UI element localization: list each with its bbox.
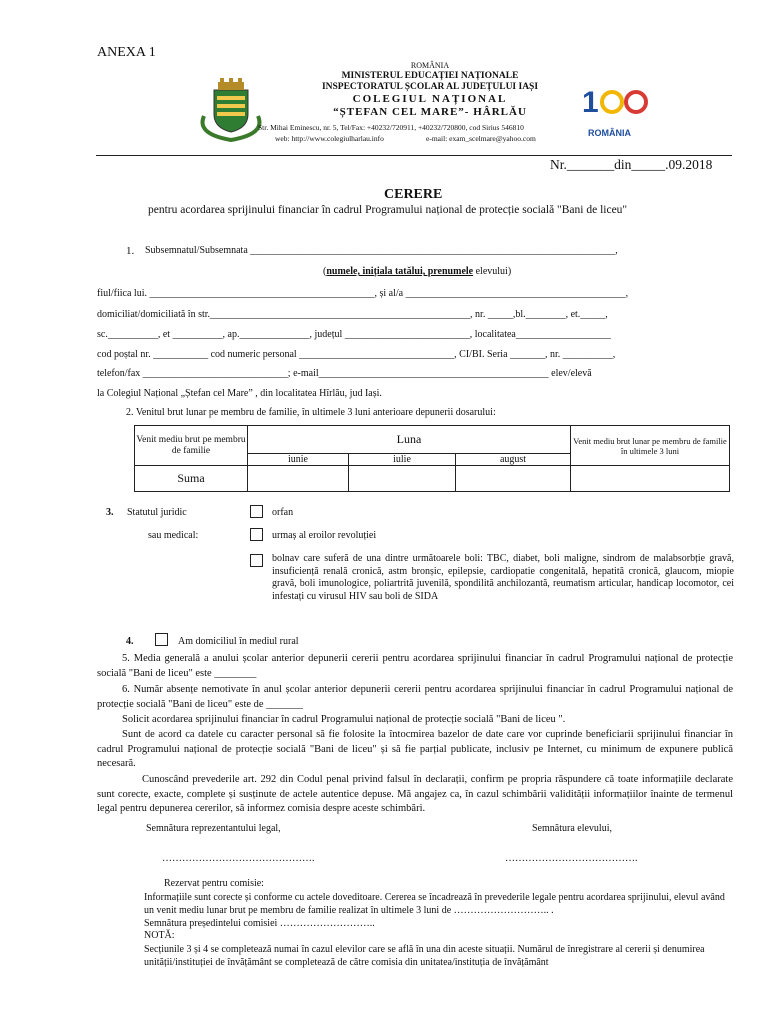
suma-label: Suma <box>135 466 248 492</box>
consent-text: Sunt de acord ca datele cu caracter personal să fie folosite la întocmirea bazelor de date care vor cuprinde beneficiarii sprijinului financiar în cadrul Programului național de protecție socială "Bani de liceu" și să fie parțial publicate, inclusiv pe Internet, cu minimum de expunere publică necesară. <box>97 729 733 769</box>
header-college: COLEGIUL NAȚIONAL <box>352 93 508 105</box>
luna-header: Luna <box>248 426 571 454</box>
header-country: ROMÂNIA <box>410 61 450 70</box>
section1-number: 1. <box>126 245 135 257</box>
section6-text: 6. Număr absențe nemotivate în anul școlar anterior depunerii cererii pentru acordarea sprijinului financiar în cadrul Programului național de protecție socială "Bani de liceu" este de _______ <box>97 684 733 710</box>
commission-title: Rezervat pentru comisie: <box>164 878 264 889</box>
option-urmas-erou: urmaș al eroilor revoluției <box>272 530 377 541</box>
registration-number: Nr._______din_____.09.2018 <box>550 157 713 172</box>
field-street[interactable]: domiciliat/domiciliată în str.____________________________________________________, nr. _____,bl.________, et._____, <box>97 309 608 320</box>
field-address-details[interactable]: sc.__________, et __________, ap.______________, județul _________________________, localitatea___________________ <box>97 329 611 340</box>
school-crest-logo <box>196 76 266 142</box>
medical-label: sau medical: <box>148 530 199 541</box>
field-postal-cnp[interactable]: cod poștal nr. ___________ cod numeric personal _______________________________, CI/BI. Seria _______, nr. __________, <box>97 349 616 360</box>
header-college-name: “ȘTEFAN CEL MARE”- HÂRLĂU <box>333 106 527 118</box>
note-text: Secțiunile 3 și 4 se completează numai în cazul elevilor care se află în una din aceste situații. Numărul de înregistrare al cererii și denumirea unității/instituției de învățământ se completează de către comisia din unitatea/instituția de învățământ <box>144 944 705 968</box>
signature-legal-rep-line[interactable]: ………………………………………. <box>162 853 315 864</box>
svg-text:1: 1 <box>582 86 599 119</box>
header-ministry: MINISTERUL EDUCAȚIEI NAȚIONALE <box>341 71 519 81</box>
solicit-text: Solicit acordarea sprijinului financiar în cadrul Programului național de protecție socială "Bani de liceu ". <box>122 714 566 725</box>
document-subtitle: pentru acordarea sprijinului financiar în cadrul Programului național de protecție socială "Bani de liceu" <box>148 204 628 216</box>
header-email: e-mail: exam_scelmare@yahoo.com <box>426 134 536 143</box>
romania-logo-text: ROMÂNIA <box>588 128 631 138</box>
school-line: la Colegiul Național „Ștefan cel Mare” , din localitatea Hîrlău, jud Iași. <box>97 388 382 399</box>
average-col-header: Venit mediu brut lunar pe membru de familie în ultimele 3 luni <box>571 426 730 466</box>
declaration-text: Cunoscând prevederile art. 292 din Codul penal privind falsul în declarații, confirm pe propria răspundere că toate informațiile declarate sunt corecte, exacte, complete și susținute de actele autentice depuse. Mă angajez ca, în cazul schimbării validității informațiilor înainte de termenul legal pentru depunerea cererilor, să informez comisia despre aceste schimbări. <box>97 774 733 814</box>
suma-august-cell[interactable] <box>456 466 571 492</box>
annex-label: ANEXA 1 <box>97 45 156 60</box>
section3-number: 3. <box>106 507 114 518</box>
month-iulie: iulie <box>349 454 456 466</box>
header-address: Str. Mihai Eminescu, nr. 5, Tel/Fax: +40232/720911, +40232/720800, cod Sirius 546810 <box>258 123 524 132</box>
checkbox-rural[interactable] <box>155 633 168 646</box>
header-divider <box>96 155 732 156</box>
suma-iunie-cell[interactable] <box>248 466 349 492</box>
checkbox-orfan[interactable] <box>250 505 263 518</box>
checkbox-bolnav[interactable] <box>250 554 263 567</box>
option-bolnav: bolnav care suferă de una dintre următoarele boli: TBC, diabet, boli maligne, sindrom de malabsorbție gravă, insuficiență renală cronică, astm bronșic, epilepsie, cardiopatie congenitală, hepatită cronică, glaucom, miopie gravă, boli imunologice, poliartrită juvenilă, spondilită anchilozantă, reumatism articular, handicap locomotor, cei infestați cu virusul HIV sau boli de SIDA <box>272 553 734 602</box>
signature-legal-rep-label: Semnătura reprezentantului legal, <box>146 823 281 834</box>
header-web: web: http://www.colegiulharlau.info <box>275 134 384 143</box>
suma-average-cell[interactable] <box>571 466 730 492</box>
field-parents[interactable]: fiul/fiica lui. _____________________________________________, și al/a ____________________________________________, <box>97 288 629 299</box>
signature-student-line[interactable]: …………………………………. <box>505 853 638 864</box>
romania-centenary-logo <box>578 82 656 132</box>
field-subsemnatul[interactable]: Subsemnatul/Subsemnata _________________________________________________________________________, <box>145 245 618 256</box>
field-contact[interactable]: telefon/fax _____________________________; e-mail______________________________________________ elev/elevă <box>97 368 592 379</box>
status-label: Statutul juridic <box>127 507 187 518</box>
document-title: CERERE <box>384 187 443 202</box>
section5-text: 5. Media generală a anului școlar anterior depunerii cererii pentru acordarea sprijinului financiar în cadrul Programului național de protecție socială "Bani de liceu" este ________ <box>97 653 733 679</box>
checkbox-urmas-erou[interactable] <box>250 528 263 541</box>
name-hint: (numele, inițiala tatălui, prenumele elevului) <box>323 266 512 277</box>
commission-text: Informațiile sunt corecte și conforme cu actele doveditoare. Cererea se încadrează în prevederile legale pentru acordarea sprijinului, elevul având un venit mediu lunar brut pe membru de familie realizat în ultimele 3 luni de ……………………….. . <box>144 892 725 916</box>
signature-student-label: Semnătura elevului, <box>532 823 612 834</box>
option-orfan: orfan <box>272 507 294 518</box>
note-label: NOTĂ: <box>144 930 175 941</box>
header-inspectorate: INSPECTORATUL ȘCOLAR AL JUDEȚULUI IAȘI <box>321 82 539 92</box>
income-table <box>134 425 730 492</box>
income-col-header: Venit mediu brut pe membru de familie <box>135 426 248 466</box>
commission-president-signature[interactable]: Semnătura președintelui comisiei ……………………….. <box>144 918 375 929</box>
section2-text: 2. Venitul brut lunar pe membru de familie, în ultimele 3 luni anterioare depunerii dosarului: <box>126 407 496 418</box>
month-iunie: iunie <box>248 454 349 466</box>
section4-number: 4. <box>126 636 134 647</box>
option-rural: Am domiciliul în mediul rural <box>178 636 299 647</box>
month-august: august <box>456 454 571 466</box>
suma-iulie-cell[interactable] <box>349 466 456 492</box>
